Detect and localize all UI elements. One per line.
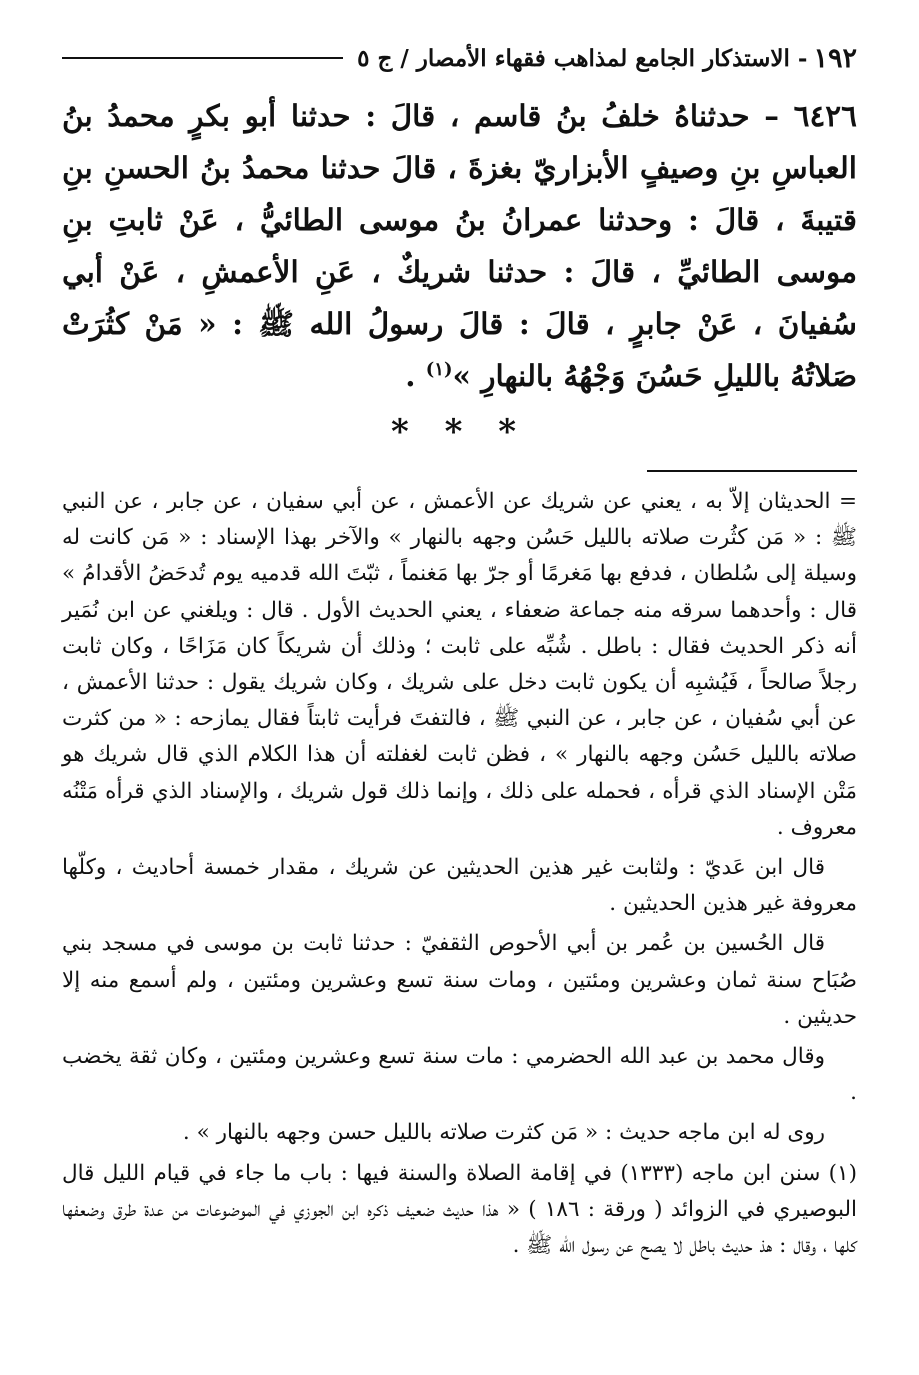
- hadith-text: ٦٤٢٦ – حدثناهُ خلفُ بنُ قاسم ، قالَ : حدثنا أبو بكرٍ محمدُ بنُ العباسِ بنِ وصيفٍ الأبزاريّ بغزةَ ، قالَ حدثنا محمدُ بنُ الحسنِ بنِ قتيبةَ ، قالَ : وحدثنا عمرانُ بنُ موسى الطائيُّ ، عَنْ ثابتِ بنِ موسى الطائيِّ ، قالَ : حدثنا شريكٌ ، عَنِ الأعمشِ ، عَنْ أبي سُفيانَ ، عَنْ جابرٍ ، قالَ : قالَ رسولُ الله ﷺ : « مَنْ كثُرَتْ صَلاتُهُ بالليلِ حَسُنَ وَجْهُهُ بالنهارِ »: [62, 98, 857, 393]
- footnote-paragraph: روى له ابن ماجه حديث : « مَن كثرت صلاته بالليل حسن وجهه بالنهار » .: [182, 1120, 825, 1146]
- footnote-reference: (١): [425, 359, 453, 381]
- footnote-paragraph: قال الحُسين بن عُمر بن أبي الأحوص الثقفيّ : حدثنا ثابت بن موسى في مسجد بني صُبَاح سنة ثمان وعشرين ومئتين ، ومات سنة تسع وعشرين ومئتين ، ولم أسمع منه إلا حديثين .: [62, 931, 857, 1029]
- footnote-continuation: = الحديثان إلاّ به ، يعني عن شريك عن الأعمش ، عن أبي سفيان ، عن جابر ، عن النبي ﷺ : « مَن كثُرت صلاته بالليل حَسُن وجهه بالنهار » والآخر بهذا الإسناد : « مَن كانت له وسيلة إلى سُلطان ، فدفع بها مَغرمًا أو جرّ بها مَغنماً ، ثبّتَ الله قدميه يوم تُدحَضُ الأقدامُ » قال : وأحدهما سرقه منه جماعة ضعفاء ، يعني الحديث الأول . قال : ويلغني عن ابن نُمَير أنه ذكر الحديث فقال : باطل . شُبِّه على ثابت ؛ وذلك أن شريكاً كان مَزَاحًا ، وكان ثابت رجلاً صالحاً ، فَيُشبِه أن يكون ثابت دخل على شريك ، وكان شريك يقول : حدثنا الأعمش ، عن أبي سُفيان ، عن جابر ، عن النبي ﷺ ، فالتفتَ فرأيت ثابتاً فقال يمازحه : « من كثرت صلاته بالليل حَسُن وجهه بالنهار » ، فظن ثابت لغفلته أن هذا الكلام الذي قال شريك هو مَتْن الإسناد الذي قرأه ، فحمله على ذلك ، وإنما ذلك قول شريك ، والإسناد الذي قرأه مَتْنُه معروف .: [62, 489, 857, 840]
- footnote-paragraph: قال ابن عَديّ : ولثابت غير هذين الحديثين عن شريك ، مقدار خمسة أحاديث ، وكلّها معروفة غير هذين الحديثين .: [62, 855, 857, 917]
- footnotes: [62, 484, 857, 1264]
- page-number: ١٩٢: [813, 42, 857, 74]
- running-title: - الاستذكار الجامع لمذاهب فقهاء الأمصار / ج ٥: [357, 44, 808, 72]
- section-separator: * * *: [390, 412, 528, 452]
- hadith-paragraph: [62, 90, 857, 402]
- footnote-1: (١) سنن ابن ماجه (١٣٣٣) في إقامة الصلاة والسنة فيها : باب ما جاء في قيام الليل قال البوصيري في الزوائد ( ورقة : ١٨٦ ) « هذا حديث ضعيف ذكره ابن الجوزي في الموضوعات من عدة طرق وضعفها كلها ، وقال : هذ حديث باطل لا يصح عن رسول الله ﷺ .: [62, 1160, 857, 1259]
- footnote-divider: [62, 470, 857, 472]
- header-rule: [62, 57, 343, 59]
- footnote-paragraph: وقال محمد بن عبد الله الحضرمي : مات سنة تسع وعشرين ومئتين ، وكان ثقة يخضب .: [62, 1044, 857, 1106]
- page-header: [62, 40, 857, 76]
- hadith-end: .: [405, 358, 426, 393]
- footnote-rule: [647, 470, 857, 472]
